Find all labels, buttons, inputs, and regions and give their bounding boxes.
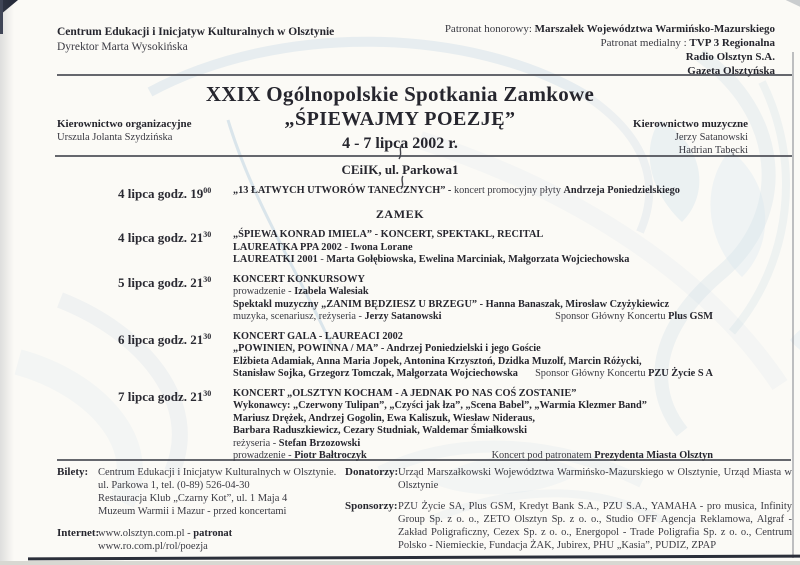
schedule-line <box>233 343 718 356</box>
schedule-line <box>233 331 718 344</box>
patronat-honorowy-label: Patronat honorowy: <box>444 23 535 35</box>
text-segment: KONCERT KONKURSOWY <box>233 273 365 285</box>
text-segment: prowadzenie - <box>233 450 295 461</box>
schedule-row <box>118 330 718 381</box>
schedule-time-superscript: 30 <box>203 388 212 398</box>
text-segment: „ZANIM BĘDZIESZ U BRZEGU” - <box>321 298 486 310</box>
internet-label: Internet: <box>57 527 100 539</box>
text-segment: Jerzy Satanowski <box>364 311 442 322</box>
text-segment: Elżbieta Adamiak, Anna Maria Jopek, Antonina Krzysztoń, Dzidka Muzolf, Marcin Różycki, <box>233 355 642 367</box>
schedule-line <box>233 356 718 369</box>
internet-lines <box>98 527 232 553</box>
schedule-date: 5 lipca godz. $21^{30}$ <box>118 274 212 290</box>
event-title: XXIX Ogólnopolskie Spotkania Zamkowe <box>205 82 595 106</box>
patronat-media-list <box>445 50 775 78</box>
schedule-row <box>118 228 718 267</box>
text-segment: Sponsor Główny Koncertu <box>555 311 669 322</box>
tickets-line <box>98 492 336 505</box>
schedule-line <box>233 400 718 413</box>
schedule-line <box>233 299 718 312</box>
tickets-line <box>98 479 336 492</box>
text-segment: Stefan Brzozowski <box>278 437 361 449</box>
schedule-line <box>233 388 718 401</box>
schedule-time-superscript: 30 <box>203 331 212 341</box>
sponsors-group <box>345 500 792 552</box>
schedule-lines <box>233 228 718 267</box>
schedule-line <box>233 229 718 242</box>
tickets-group <box>57 466 349 518</box>
text-segment: LAUREATKA PPA 2002 <box>233 241 342 253</box>
org-management-name: Urszula Jolanta Szydzińska <box>57 132 173 143</box>
text-segment: Marta Gołębiowska, Ewelina Marciniak, Małgorzata Wojciechowska <box>326 254 630 265</box>
sponsor-note <box>535 368 713 381</box>
text-segment: Andrzej Poniedzielski i jego Goście <box>386 343 541 354</box>
schedule-row <box>118 273 718 324</box>
text-segment: Spektakl muzyczny <box>233 298 322 310</box>
org-management-block <box>57 118 192 144</box>
text-segment: Izabela Walesiak <box>294 286 369 297</box>
donors-label: Donatorzy: <box>345 466 399 478</box>
patronat-media-item: Radio Olsztyn S.A. <box>685 51 775 63</box>
music-management-name: Jerzy Satanowski <box>674 132 748 143</box>
text-segment: patronat <box>193 528 233 539</box>
event-dates: 4 - 7 lipca 2002 r. <box>342 135 458 152</box>
scan-corner-top-right <box>785 0 800 7</box>
text-segment: muzyka, scenariusz, reżyseria - <box>233 311 365 322</box>
text-segment: Andrzeja Poniedzielskiego <box>563 185 680 196</box>
schedule-line <box>233 185 718 198</box>
event-subtitle: „ŚPIEWAJMY POEZJĘ” <box>284 108 516 130</box>
schedule-row <box>118 184 718 201</box>
text-segment: prowadzenie - <box>233 286 295 297</box>
schedule-time-superscript: 00 <box>203 186 212 195</box>
text-segment: koncert promocyjny płyty <box>453 185 564 196</box>
ornament-squiggle-icon <box>395 144 405 160</box>
schedule-lines <box>233 273 718 324</box>
schedule-date: 7 lipca godz. $21^{30}$ <box>118 388 212 404</box>
patronat-medialny-label: Patronat medialny : <box>600 37 690 49</box>
tickets-lines <box>98 466 336 518</box>
org-management-label: Kierownictwo organizacyjne <box>57 118 192 130</box>
venue-heading-zamek: ZAMEK <box>375 207 425 221</box>
schedule-time-superscript: 30 <box>203 230 212 239</box>
music-management-name: Hadrian Tabęcki <box>678 145 748 156</box>
text-segment: PZU Życie S A <box>648 368 713 379</box>
music-management-names <box>633 131 748 157</box>
organizer-block <box>57 25 334 55</box>
patronat-honorowy-line <box>445 22 775 36</box>
text-segment: Iwona Lorane <box>350 241 413 253</box>
patronage-block <box>445 22 775 78</box>
text-segment: „Czerwony Tulipan”, „Czyści jak łza”, „Scena Babel”, „Warmia Klezmer Band” <box>292 400 647 411</box>
schedule-lines <box>233 184 718 201</box>
schedule-time-superscript: 30 <box>203 274 212 284</box>
text-segment: www.ro.com.pl/rol/poezja <box>98 541 208 552</box>
patronat-medialny-value: TVP 3 Regionalna <box>689 37 775 49</box>
schedule-row <box>118 387 718 463</box>
organizer-director: Dyrektor Marta Wysokińska <box>57 41 188 53</box>
text-segment: KONCERT „OLSZTYN KOCHAM - A JEDNAK PO NAS COŚ ZOSTANIE” <box>233 387 577 399</box>
patronat-media-item: Gazeta Olsztyńska <box>687 65 775 77</box>
schedule-line <box>233 413 718 426</box>
text-segment: KONCERT GALA - LAUREACI 2002 <box>233 330 403 342</box>
organizer-name: Centrum Edukacji i Inicjatyw Kulturalnych w Olsztynie <box>57 26 335 38</box>
text-segment: Barbara Raduszkiewicz, Cezary Studniak, Waldemar Śmiałkowski <box>233 425 527 436</box>
text-segment: Restauracja Klub „Czarny Kot”, ul. 1 Maja 4 <box>98 493 288 504</box>
tickets-line <box>98 466 336 479</box>
schedule-line <box>233 311 718 324</box>
schedule-line <box>233 368 718 381</box>
schedule-line <box>233 274 718 287</box>
text-segment: www.olsztyn.com.pl - <box>98 528 194 539</box>
schedule-lines <box>233 387 718 463</box>
schedule-line <box>233 450 718 463</box>
sponsor-note <box>492 450 713 463</box>
footer-right-block <box>345 466 792 561</box>
text-segment: Centrum Edukacji i Inicjatyw Kulturalnych w Olsztynie. <box>98 467 337 478</box>
music-management-label: Kierownictwo muzyczne <box>633 118 748 130</box>
patronat-medialny-line <box>445 36 775 50</box>
text-segment: Hanna Banaszak, Mirosław Czyżykiewicz <box>485 298 670 310</box>
internet-line <box>98 540 232 553</box>
concert-schedule <box>118 184 718 469</box>
tickets-label: Bilety: <box>57 466 89 478</box>
schedule-date: 6 lipca godz. $21^{30}$ <box>118 331 212 347</box>
schedule-line <box>233 438 718 451</box>
sponsors-text: PZU Życie SA, Plus GSM, Kredyt Bank S.A., PZU S.A., YAMAHA - pro musica, Infinity Group Sp. z o. o., ZETO Olsztyn Sp. z o. o., Studio OFF Agencja Reklamowa, Algraf - Zakład Poligraficzny, Cezex Sp. z o. o., Energopol - Trade Poligrafia Sp. z o. o., Centrum Polsko - Niemieckie, Fundacja ŻAK, Jubirex, PHU „Kasia”, PUDIZ, ZPAP <box>398 501 792 551</box>
text-segment: Mariusz Drężek, Andrzej Gogolin, Ewa Kaliszuk, Wiesław Nideraus, <box>233 412 535 424</box>
schedule-line <box>233 425 718 438</box>
footer-left-block <box>57 466 349 562</box>
text-segment: Piotr Bałtroczyk <box>294 450 367 461</box>
text-segment: LAUREATKI 2001 <box>233 254 318 265</box>
text-segment: ul. Parkowa 1, tel. (0-89) 526-04-30 <box>98 480 250 491</box>
tickets-line <box>98 505 336 518</box>
text-segment: Muzeum Warmii i Mazur - przed koncertami <box>98 506 287 517</box>
text-segment: - <box>317 254 327 265</box>
text-segment: Plus GSM <box>668 311 713 322</box>
donors-group <box>345 466 792 492</box>
schedule-line <box>233 286 718 299</box>
internet-group <box>57 527 349 553</box>
schedule-line <box>233 242 718 255</box>
patronat-honorowy-value: Marszałek Województwa Warmińsko-Mazurskiego <box>534 23 775 35</box>
text-segment: Sponsor Główny Koncertu <box>535 368 649 379</box>
text-segment: „POWINIEN, POWINNA / MA” - <box>233 343 387 354</box>
text-segment: - <box>341 241 351 253</box>
text-segment: Koncert pod patronatem <box>491 450 595 461</box>
schedule-line <box>233 254 718 267</box>
text-segment: Prezydenta Miasta Olsztyn <box>594 450 713 461</box>
sponsors-label: Sponsorzy: <box>345 500 398 512</box>
schedule-date: 4 lipca godz. $19^{00}$ <box>118 186 212 201</box>
schedule-date: 4 lipca godz. $21^{30}$ <box>118 230 212 245</box>
text-segment: „ŚPIEWA KONRAD IMIELA” - KONCERT, SPEKTAKL, RECITAL <box>233 229 544 240</box>
venue-heading-ceiik: CEiIK, ul. Parkowa1 <box>341 162 459 177</box>
text-segment: Stanisław Sojka, Grzegorz Tomczak, Małgorzata Wojciechowska <box>233 368 518 379</box>
music-management-block <box>633 118 748 157</box>
text-segment: „13 ŁATWYCH UTWORÓW TANECZNYCH” - <box>233 185 454 196</box>
donors-text: Urząd Marszałkowski Województwa Warmińsko-Mazurskiego w Olsztynie, Urząd Miasta w Olsztynie <box>398 467 792 491</box>
text-segment: reżyseria - <box>233 437 279 449</box>
text-segment: Wykonawcy: <box>233 400 293 411</box>
schedule-lines <box>233 330 718 381</box>
sponsor-note <box>555 311 713 324</box>
internet-line <box>98 527 232 540</box>
